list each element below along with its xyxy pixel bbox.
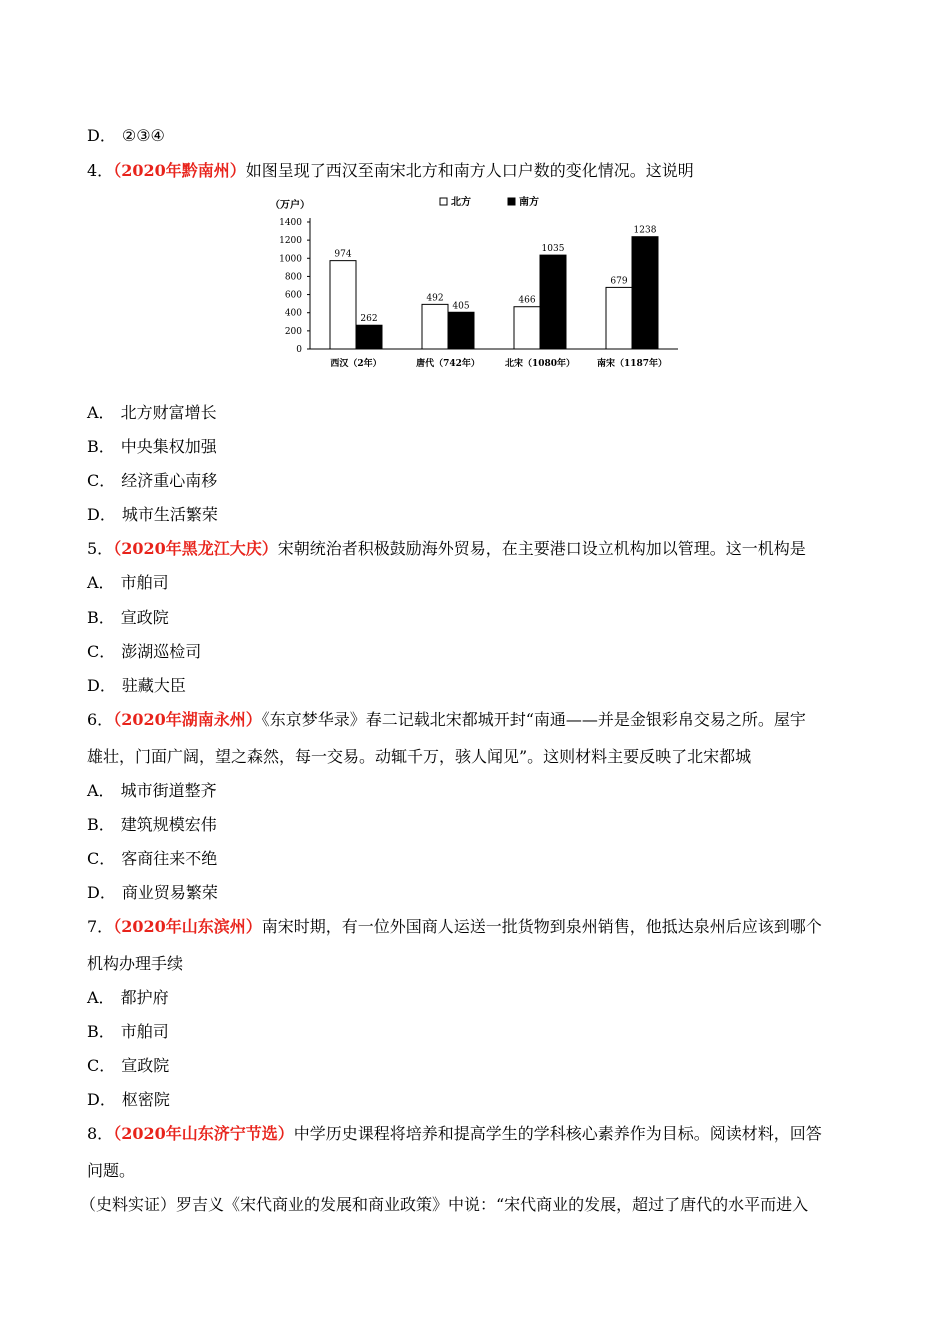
q7-option-a [87, 988, 169, 1008]
option-letter: B． [87, 1022, 115, 1041]
option-text: 客商往来不绝 [121, 849, 218, 868]
option-letter: D． [87, 676, 116, 695]
bar-北方-1 [422, 304, 448, 349]
bar-南方-2 [540, 255, 566, 349]
legend-label-0: 北方 [451, 197, 471, 208]
option-text: 经济重心南移 [121, 471, 218, 490]
q3-option-d [87, 126, 165, 146]
q7-option-d [87, 1090, 170, 1110]
x-tick-label: 南宋（1187年） [596, 359, 668, 369]
q8-stem-line2 [87, 1161, 135, 1181]
data-label: 492 [426, 293, 444, 304]
option-letter: B． [87, 437, 115, 456]
q4-option-d [87, 505, 218, 525]
option-text: 驻藏大臣 [121, 676, 186, 695]
data-label: 405 [452, 301, 470, 312]
x-tick-label: 北宋（1080年） [504, 359, 576, 369]
q5-option-c [87, 642, 201, 662]
data-label: 679 [610, 276, 628, 287]
option-letter: A． [87, 781, 115, 800]
option-text: 北方财富增长 [120, 403, 217, 422]
q8-stem-line1 [87, 1124, 822, 1144]
y-tick-label: 0 [296, 345, 302, 355]
option-text: 市舶司 [120, 1022, 169, 1041]
option-letter: C． [87, 849, 116, 868]
q7-option-c [87, 1056, 169, 1076]
data-label: 974 [334, 249, 352, 260]
data-label: 1238 [633, 225, 657, 236]
question-text: 机构办理手续 [87, 954, 184, 973]
q7-stem-line2 [87, 954, 183, 974]
option-text: 宣政院 [121, 1056, 170, 1075]
option-text: 城市街道整齐 [120, 781, 217, 800]
option-letter: A． [87, 988, 115, 1007]
population-bar-chart [270, 190, 690, 375]
option-letter: B． [87, 608, 115, 627]
option-text: 都护府 [120, 988, 169, 1007]
q4-stem [87, 161, 694, 181]
option-letter: C． [87, 642, 116, 661]
option-text: 商业贸易繁荣 [121, 883, 218, 902]
question-text: 如图呈现了西汉至南宋北方和南方人口户数的变化情况。这说明 [245, 161, 694, 180]
question-number: 6． [87, 710, 114, 729]
question-source: （2020年山东滨州） [113, 917, 262, 936]
legend-swatch-1 [508, 198, 515, 205]
question-text: 中学历史课程将培养和提高学生的学科核心素养作为目标。阅读材料，回答 [293, 1124, 822, 1143]
y-tick-label: 600 [284, 290, 302, 301]
option-letter: B． [87, 815, 115, 834]
y-axis-title: （万户） [270, 200, 310, 211]
option-letter: D． [87, 126, 116, 145]
option-text: 建筑规模宏伟 [120, 815, 217, 834]
bar-南方-1 [448, 312, 474, 349]
y-tick-label: 1000 [279, 254, 302, 265]
option-letter: A． [87, 403, 115, 422]
option-letter: D． [87, 505, 116, 524]
q7-option-b [87, 1022, 169, 1042]
question-number: 7． [87, 917, 114, 936]
question-source: （2020年黑龙江大庆） [113, 539, 278, 558]
question-number: 8． [87, 1124, 114, 1143]
option-text: 澎湖巡检司 [121, 642, 202, 661]
option-letter: D． [87, 1090, 116, 1109]
q7-stem-line1 [87, 917, 822, 937]
q6-option-d [87, 883, 218, 903]
data-label: 1035 [541, 244, 565, 255]
q4-option-c [87, 471, 217, 491]
y-tick-label: 200 [284, 326, 302, 337]
option-letter: A． [87, 573, 115, 592]
q6-option-a [87, 781, 217, 801]
q5-option-a [87, 573, 169, 593]
data-label: 262 [360, 314, 378, 325]
q6-stem-line1 [87, 710, 806, 730]
q6-option-c [87, 849, 217, 869]
question-text: 《东京梦华录》春二记载北宋都城开封“南通——并是金银彩帛交易之所。屋宇 [261, 710, 806, 729]
question-source: （2020年湖南永州） [113, 710, 262, 729]
y-tick-label: 800 [284, 272, 302, 283]
option-text: 城市生活繁荣 [121, 505, 218, 524]
option-text: 中央集权加强 [120, 437, 217, 456]
q4-option-a [87, 403, 217, 423]
question-text: 南宋时期，有一位外国商人运送一批货物到泉州销售，他抵达泉州后应该到哪个 [261, 917, 822, 936]
q8-material [80, 1195, 808, 1215]
option-letter: D． [87, 883, 116, 902]
y-tick-label: 1200 [279, 236, 302, 247]
q5-stem [87, 539, 806, 559]
bar-北方-2 [514, 307, 540, 349]
option-text: 市舶司 [120, 573, 169, 592]
question-text: 问题。 [87, 1161, 136, 1180]
question-source: （2020年山东济宁节选） [113, 1124, 294, 1143]
bar-北方-0 [330, 261, 356, 349]
option-text: 枢密院 [121, 1090, 170, 1109]
q5-option-d [87, 676, 186, 696]
q6-stem-line2 [87, 747, 751, 767]
bar-南方-3 [632, 237, 658, 349]
bar-北方-3 [606, 287, 632, 349]
bar-南方-0 [356, 325, 382, 349]
data-label: 466 [518, 295, 536, 306]
q5-option-b [87, 608, 169, 628]
question-number: 4． [87, 161, 114, 180]
question-source: （2020年黔南州） [113, 161, 246, 180]
q6-option-b [87, 815, 217, 835]
y-tick-label: 400 [284, 308, 302, 319]
option-text: 宣政院 [120, 608, 169, 627]
option-letter: C． [87, 1056, 116, 1075]
y-tick-label: 1400 [279, 218, 302, 228]
legend-swatch-0 [440, 198, 447, 205]
legend-label-1: 南方 [519, 197, 539, 208]
question-number: 5． [87, 539, 114, 558]
x-tick-label: 西汉（2年） [330, 359, 382, 369]
option-letter: C． [87, 471, 116, 490]
question-text: 雄壮，门面广阔，望之森然，每一交易。动辄千万，骇人闻见”。这则材料主要反映了北宋都城 [87, 747, 752, 766]
question-text: 宋朝统治者积极鼓励海外贸易，在主要港口设立机构加以管理。这一机构是 [277, 539, 806, 558]
q4-option-b [87, 437, 217, 457]
material-text: （史料实证）罗吉义《宋代商业的发展和商业政策》中说：“宋代商业的发展，超过了唐代的水平而进入 [80, 1195, 809, 1214]
option-text: ②③④ [121, 126, 165, 145]
x-tick-label: 唐代（742年） [416, 359, 480, 369]
